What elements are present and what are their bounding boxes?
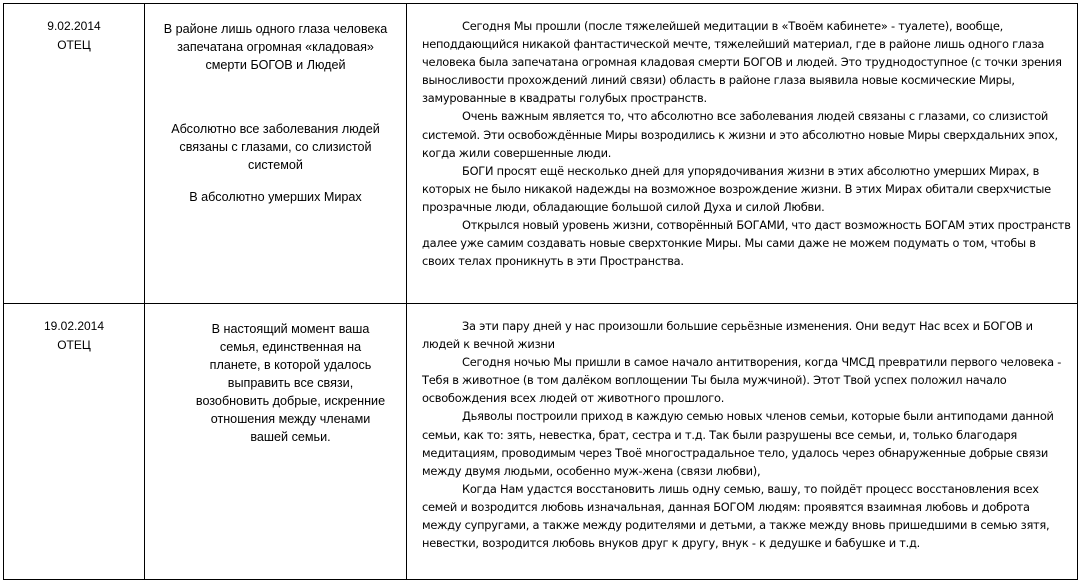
text-paragraph: Сегодня ночью Мы пришли в самое начало антитворения, когда ЧМСД превратили первого человека - Тебя в животное (в том далёком воплощении Ты была мужчиной). Этот Твой успех положил начало освобождения всех людей от животного прошлого. xyxy=(422,355,1062,406)
summary-note: Абсолютно все заболевания людей связаны с глазами, со слизистой системой xyxy=(171,122,380,172)
text-paragraph: Открылся новый уровень жизни, сотворённый БОГАМИ, что даст возможность БОГАМ этих пространств далее уже самим создавать новые сверхтонкие Миры. Мы сами даже не можем подумать о том, чтобы в своих телах проникнуть в эти Пространства. xyxy=(422,218,1071,269)
text-paragraph: Очень важным является то, что абсолютно все заболевания людей связаны с глазами, со слизистой системой. Эти освобождённые Миры возродились к жизни и это абсолютно новые Миры сверхдальних эпох, когда жили совершенные люди. xyxy=(422,109,1058,160)
summary-note: В районе лишь одного глаза человека запечатана огромная «кладовая» смерти БОГОВ и Людей xyxy=(163,22,388,72)
text-paragraph: Дьяволы построили приход в каждую семью новых членов семьи, которые были антиподами данной семьи, как то: зять, невестка, брат, сестра и т.д. Так были разрушены все семьи, и, только благодаря медитациям, проводимым через Твоё многострадальное тело, удалось через обнаруженные добрые связи между двумя людьми, особенно муж-жена (связи любви), xyxy=(422,409,1054,478)
entry-date: 19.02.2014 xyxy=(43,319,105,333)
date-cell xyxy=(4,4,145,304)
summary-note: В настоящий момент ваша семья, единственная на планете, в которой удалось выправить все связи, возобновить добрые, искренние отношения между членами вашей семьи. xyxy=(195,322,386,444)
text-paragraph: За эти пару дней у нас произошли большие серьёзные изменения. Они ведут Нас всех и БОГОВ и людей к вечной жизни xyxy=(422,319,1033,352)
text-cell xyxy=(407,4,1078,304)
journal-table xyxy=(3,3,1078,580)
journal-row xyxy=(4,304,1078,580)
text-paragraph: Сегодня Мы прошли (после тяжелейшей медитации в «Твоём кабинете» - туалете), вообще, неподдающийся никакой фантастической мечте, тяжелейший материал, где в районе лишь одного глаза человека была запечатана огромная кладовая смерти БОГОВ и людей. Это труднодоступное (с точки зрения выносливости прохождений линий связи) область в районе глаза выявила новые космические Миры, замурованные в квадраты голубых пространств. xyxy=(422,19,1062,106)
text-paragraph: БОГИ просят ещё несколько дней для упорядочивания жизни в этих абсолютно умерших Мирах, в которых не было никакой надежды на возможное возрождение жизни. В этих Мирах обитали сверхчистые прозрачные люди, обладающие большой силой Духа и силой Любви. xyxy=(422,163,1051,214)
journal-row xyxy=(4,4,1078,304)
entry-author: ОТЕЦ xyxy=(57,338,91,352)
entry-date: 9.02.2014 xyxy=(47,19,101,33)
entry-author: ОТЕЦ xyxy=(57,38,91,52)
summary-note: В абсолютно умерших Мирах xyxy=(189,190,362,204)
text-cell xyxy=(407,304,1078,580)
text-paragraph: Когда Нам удастся восстановить лишь одну семью, вашу, то пойдёт процесс восстановления всех семей и возродится любовь изначальная, данная БОГОМ людям: проявятся взаимная любовь и доброта между супругами, а также между родителями и детьми, а также между вновь пришедшими в семью зятя, невестки, возродится любовь внуков друг к другу, внук - к дедушке и бабушке и т.д. xyxy=(422,481,1050,551)
summary-cell xyxy=(145,4,407,304)
date-cell xyxy=(4,304,145,580)
summary-cell xyxy=(145,304,407,580)
